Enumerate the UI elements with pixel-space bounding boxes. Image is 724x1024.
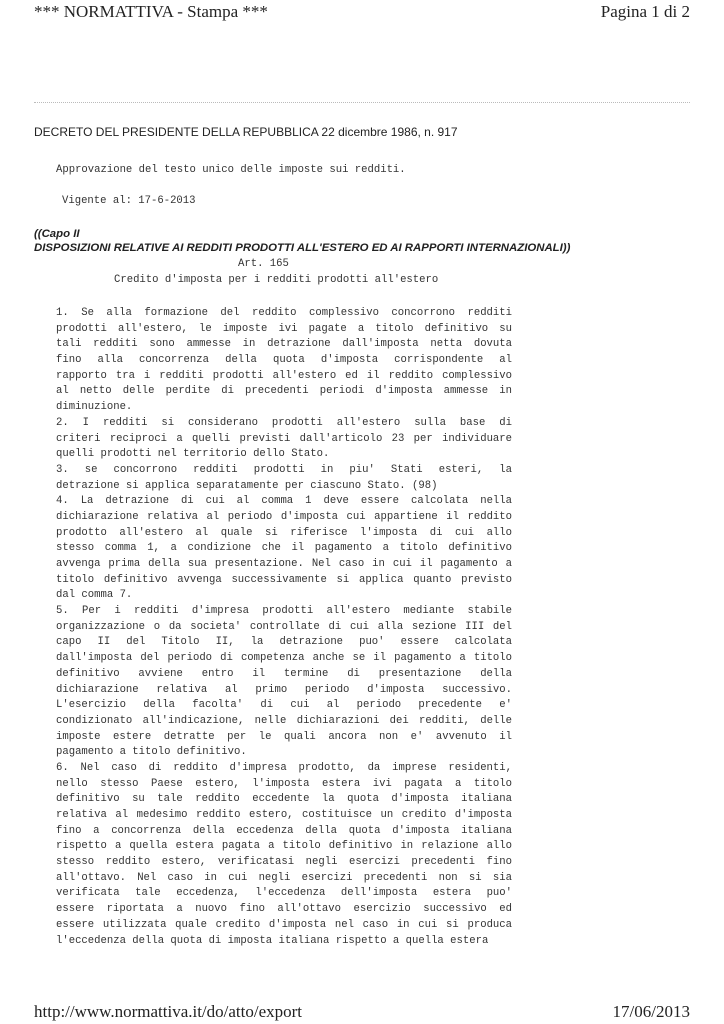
body-line: relativa al medesimo reddito estero, costituisce un credito d'imposta	[56, 809, 512, 821]
body-line: pagamento a titolo definitivo.	[56, 746, 247, 759]
print-header-title: *** NORMATTIVA - Stampa ***	[34, 2, 268, 21]
body-line: fino a concorrenza della eccedenza della quota d'imposta italiana	[56, 824, 512, 837]
vigente-date: Vigente al: 17-6-2013	[62, 195, 196, 207]
body-line: nello stesso Paese estero, l'imposta estera ivi pagata a titolo	[56, 777, 512, 790]
body-line: imposte estere detratte per le quali ancora non e' avvenuto il	[56, 730, 512, 743]
body-line: 2. I redditi si considerano prodotti all'estero sulla base di	[56, 416, 512, 429]
body-line: condizionato all'indicazione, nelle dichiarazioni dei redditi, delle	[56, 714, 512, 727]
article-number: Art. 165	[238, 258, 289, 270]
body-line: 1. Se alla formazione del reddito complessivo concorrono redditi	[56, 307, 512, 319]
body-line: avvenga prima della sua presentazione. Nel caso in cui il pagamento a	[56, 558, 512, 570]
body-line: dichiarazione relativa al primo periodo d'imposta successivo.	[56, 683, 512, 696]
body-line: prodotto all'estero al quale si riferisce l'imposta di cui allo	[56, 526, 512, 539]
body-line: essere utilizzata quale credito d'imposta nel caso in cui si produca	[56, 918, 512, 931]
body-line: 5. Per i redditi d'impresa prodotti all'estero mediante stabile	[56, 605, 512, 618]
body-line: criteri reciproci a quelli previsti dall'articolo 23 per individuare	[56, 432, 512, 445]
footer-url: http://www.normattiva.it/do/atto/export	[34, 1002, 303, 1021]
body-line: essere riportata a nuovo fino all'ottavo esercizio successivo ed	[56, 903, 512, 916]
article-body	[56, 306, 512, 949]
body-line: definitivo su tale reddito eccedente la quota d'imposta italiana	[56, 793, 512, 806]
body-line: rapporto tra i redditi prodotti all'estero ed il reddito complessivo	[56, 369, 512, 382]
body-line: detrazione si applica separatamente per ciascuno Stato. (98)	[56, 479, 438, 492]
body-line: dichiarazione relativa al periodo d'imposta cui appartiene il reddito	[56, 510, 512, 523]
decree-title: DECRETO DEL PRESIDENTE DELLA REPUBBLICA 22 dicembre 1986, n. 917	[34, 125, 458, 139]
body-line: 6. Nel caso di reddito d'impresa prodotto, da imprese residenti,	[56, 761, 512, 774]
footer-date: 17/06/2013	[612, 1002, 690, 1021]
body-line: titolo definitivo avvenga successivamente si applica quanto previsto	[56, 573, 512, 586]
body-line: l'eccedenza della quota di imposta italiana rispetto a quella estera	[56, 934, 489, 947]
body-line: L'esercizio della facolta' di cui al periodo precedente e'	[56, 699, 512, 712]
body-line: al netto delle perdite di precedenti periodi d'imposta ammesse in	[56, 385, 512, 398]
body-line: diminuzione.	[56, 401, 133, 414]
body-line: all'ottavo. Nel caso in cui negli esercizi precedenti non si sia	[56, 871, 512, 884]
body-line: verificata tale eccedenza, l'eccedenza dell'imposta estera puo'	[56, 887, 512, 900]
capo-heading: ((Capo II	[34, 228, 80, 240]
approval-text: Approvazione del testo unico delle imposte sui redditi.	[56, 164, 406, 176]
body-line: 4. La detrazione di cui al comma 1 deve essere calcolata nella	[56, 495, 512, 508]
body-line: stesso comma 1, a condizione che il pagamento a titolo definitivo	[56, 542, 512, 555]
body-line: quelli prodotti nel territorio dello Stato.	[56, 448, 330, 461]
body-line: definitivo avviene entro il termine di presentazione della	[56, 667, 512, 680]
body-line: organizzazione o da societa' controllate di cui alla sezione III del	[56, 620, 512, 633]
capo-subheading: DISPOSIZIONI RELATIVE AI REDDITI PRODOTTI ALL'ESTERO ED AI RAPPORTI INTERNAZIONALI))	[34, 242, 571, 254]
page-number: Pagina 1 di 2	[600, 2, 690, 21]
body-line: dall'imposta del periodo di competenza anche se il pagamento a titolo	[56, 652, 512, 665]
body-line: dal comma 7.	[56, 589, 133, 602]
body-line: stesso reddito estero, verificatasi negli esercizi precedenti fino	[56, 856, 512, 869]
article-title: Credito d'imposta per i redditi prodotti all'estero	[114, 274, 439, 286]
body-line: capo II del Titolo II, la detrazione puo' essere calcolata	[56, 636, 512, 649]
body-line: 3. se concorrono redditi prodotti in piu' Stati esteri, la	[56, 463, 512, 476]
body-line: rispetto a quella estera pagata a titolo definitivo in relazione allo	[56, 840, 512, 853]
body-line: fino alla concorrenza della quota d'imposta corrispondente al	[56, 354, 512, 367]
separator-line	[34, 102, 690, 103]
body-line: prodotti all'estero, le imposte ivi pagate a titolo definitivo su	[56, 322, 512, 335]
body-line: tali redditi sono ammesse in detrazione dall'imposta netta dovuta	[56, 338, 512, 351]
